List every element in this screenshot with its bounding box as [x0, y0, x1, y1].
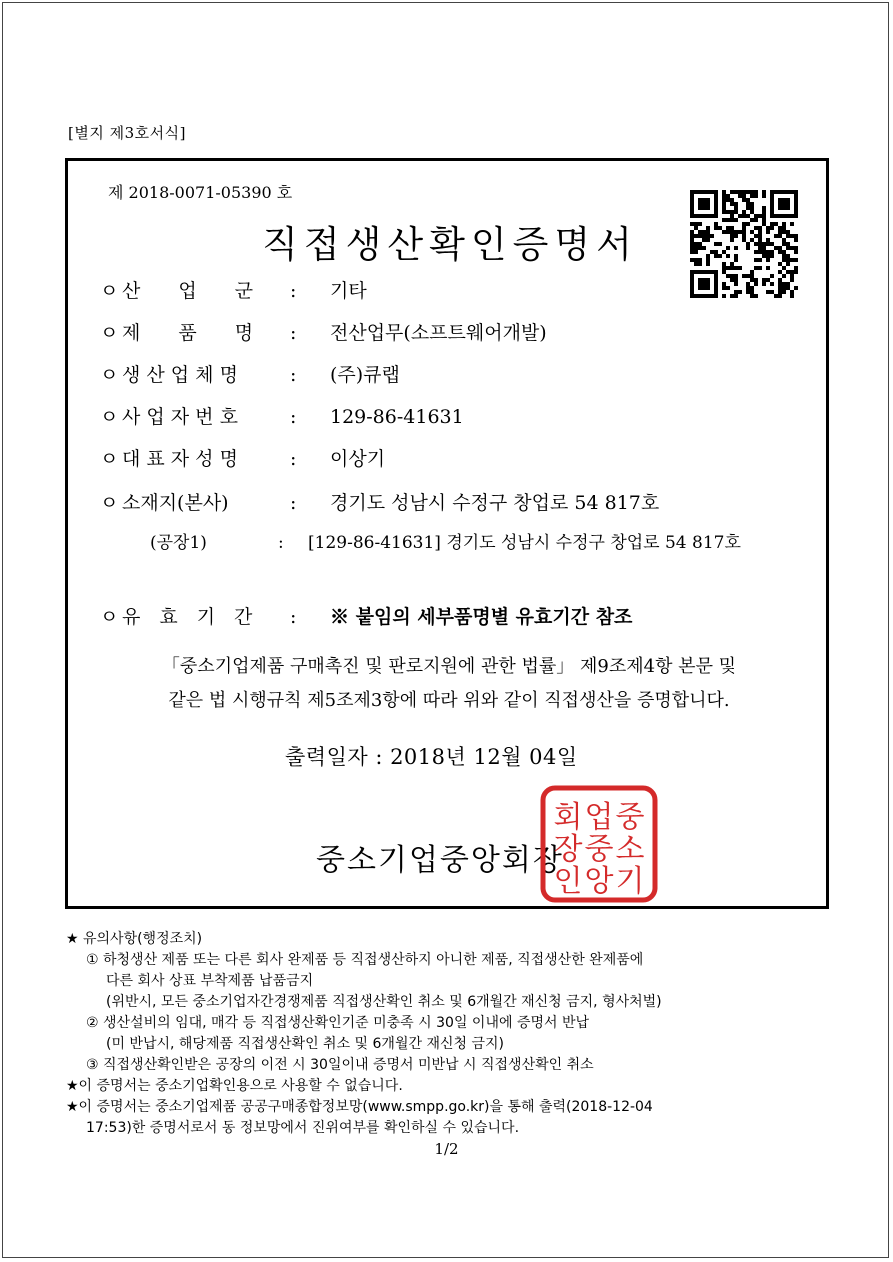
note-line: 17:53)한 증명서로서 동 정보망에서 진위여부를 확인하실 수 있습니다. [86, 1120, 520, 1136]
official-seal-icon [540, 785, 658, 903]
field-value: 129-86-41631 [330, 406, 464, 428]
bullet-icon: ㅇ [100, 492, 119, 514]
qr-code-icon [690, 190, 798, 298]
field-label: 소재지(본사) [122, 492, 229, 514]
certificate-title: 직접생산확인증명서 [262, 223, 638, 266]
note-line: ② 생산설비의 임대, 매각 등 직접생산확인기준 미충족 시 30일 이내에 증명서 반납 [86, 1015, 590, 1031]
field-value: 기타 [330, 280, 367, 302]
note-line: 다른 회사 상표 부착제품 납품금지 [106, 973, 314, 989]
field-colon: : [290, 492, 297, 514]
svg-text:앙: 앙 [584, 864, 614, 899]
factory-label: (공장1) [150, 533, 207, 553]
field-representative [100, 446, 385, 472]
factory-value: [129-86-41631] 경기도 성남시 수정구 창업로 54 817호 [308, 533, 741, 553]
field-colon: : [290, 606, 297, 628]
issuer-name: 중소기업중앙회장 [316, 843, 564, 878]
field-label: 산 업 군 [122, 280, 254, 302]
print-date: 출력일자 : 2018년 12월 04일 [285, 745, 578, 769]
validity-value: ※ 붙임의 세부품명별 유효기간 참조 [330, 606, 633, 628]
certification-text-line: 같은 법 시행규칙 제5조제3항에 따라 위와 같이 직접생산을 증명합니다. [168, 690, 730, 711]
field-label: 생 산 업 체 명 [122, 364, 238, 386]
field-value: (주)큐랩 [330, 364, 400, 386]
certification-text-line: 「중소기업제품 구매촉진 및 판로지원에 관한 법률」 제9조제4항 본문 및 [161, 656, 737, 677]
svg-text:업: 업 [584, 800, 614, 835]
field-label: 제 품 명 [122, 322, 254, 344]
note-line: (위반시, 모든 중소기업자간경쟁제품 직접생산확인 취소 및 6개월간 재신청 금지, 형사처벌) [106, 994, 662, 1010]
field-industry [100, 278, 367, 304]
note-line: ★이 증명서는 중소기업확인용으로 사용할 수 없습니다. [66, 1078, 403, 1094]
field-value: 전산업무(소프트웨어개발) [330, 322, 547, 344]
svg-text:장: 장 [553, 832, 583, 867]
field-label: 대 표 자 성 명 [122, 448, 238, 470]
note-line: (미 반납시, 해당제품 직접생산확인 취소 및 6개월간 재신청 금지) [106, 1036, 504, 1052]
bullet-icon: ㅇ [100, 606, 119, 628]
bullet-icon: ㅇ [100, 448, 119, 470]
svg-text:중: 중 [584, 832, 614, 867]
field-company [100, 362, 400, 388]
field-colon: : [290, 364, 297, 386]
note-line: ③ 직접생산확인받은 공장의 이전 시 30일이내 증명서 미반납 시 직접생산확인 취소 [86, 1057, 594, 1073]
svg-text:소: 소 [615, 832, 645, 867]
field-validity [100, 604, 632, 630]
field-label: 유 효 기 간 [122, 606, 253, 628]
svg-text:인: 인 [553, 864, 583, 899]
bullet-icon: ㅇ [100, 406, 119, 428]
field-product [100, 320, 547, 346]
notes-section [66, 929, 836, 1139]
field-value: 이상기 [330, 448, 386, 470]
form-code: [별지 제3호서식] [68, 124, 186, 142]
certificate-number: 제 2018-0071-05390 호 [108, 183, 293, 202]
page-number: 1/2 [434, 1140, 459, 1158]
bullet-icon: ㅇ [100, 322, 119, 344]
field-label: 사 업 자 번 호 [122, 406, 238, 428]
field-business-number [100, 404, 464, 430]
note-line: ★이 증명서는 중소기업제품 공공구매종합정보망(www.smpp.go.kr)을 통해 출력(2018-12-04 [66, 1099, 653, 1115]
field-address [100, 490, 659, 516]
svg-text:중: 중 [615, 800, 645, 835]
note-line: ① 하청생산 제품 또는 다른 회사 완제품 등 직접생산하지 아니한 제품, 직접생산한 완제품에 [86, 952, 644, 968]
field-value: 경기도 성남시 수정구 창업로 54 817호 [330, 492, 660, 514]
field-colon: : [290, 448, 297, 470]
svg-text:기: 기 [615, 864, 645, 899]
field-colon: : [290, 406, 297, 428]
field-colon: : [290, 322, 297, 344]
bullet-icon: ㅇ [100, 280, 119, 302]
field-factory [150, 531, 741, 555]
field-colon: : [278, 533, 284, 553]
field-colon: : [290, 280, 297, 302]
note-line: ★ 유의사항(행정조치) [66, 931, 203, 947]
bullet-icon: ㅇ [100, 364, 119, 386]
svg-text:회: 회 [553, 800, 583, 835]
